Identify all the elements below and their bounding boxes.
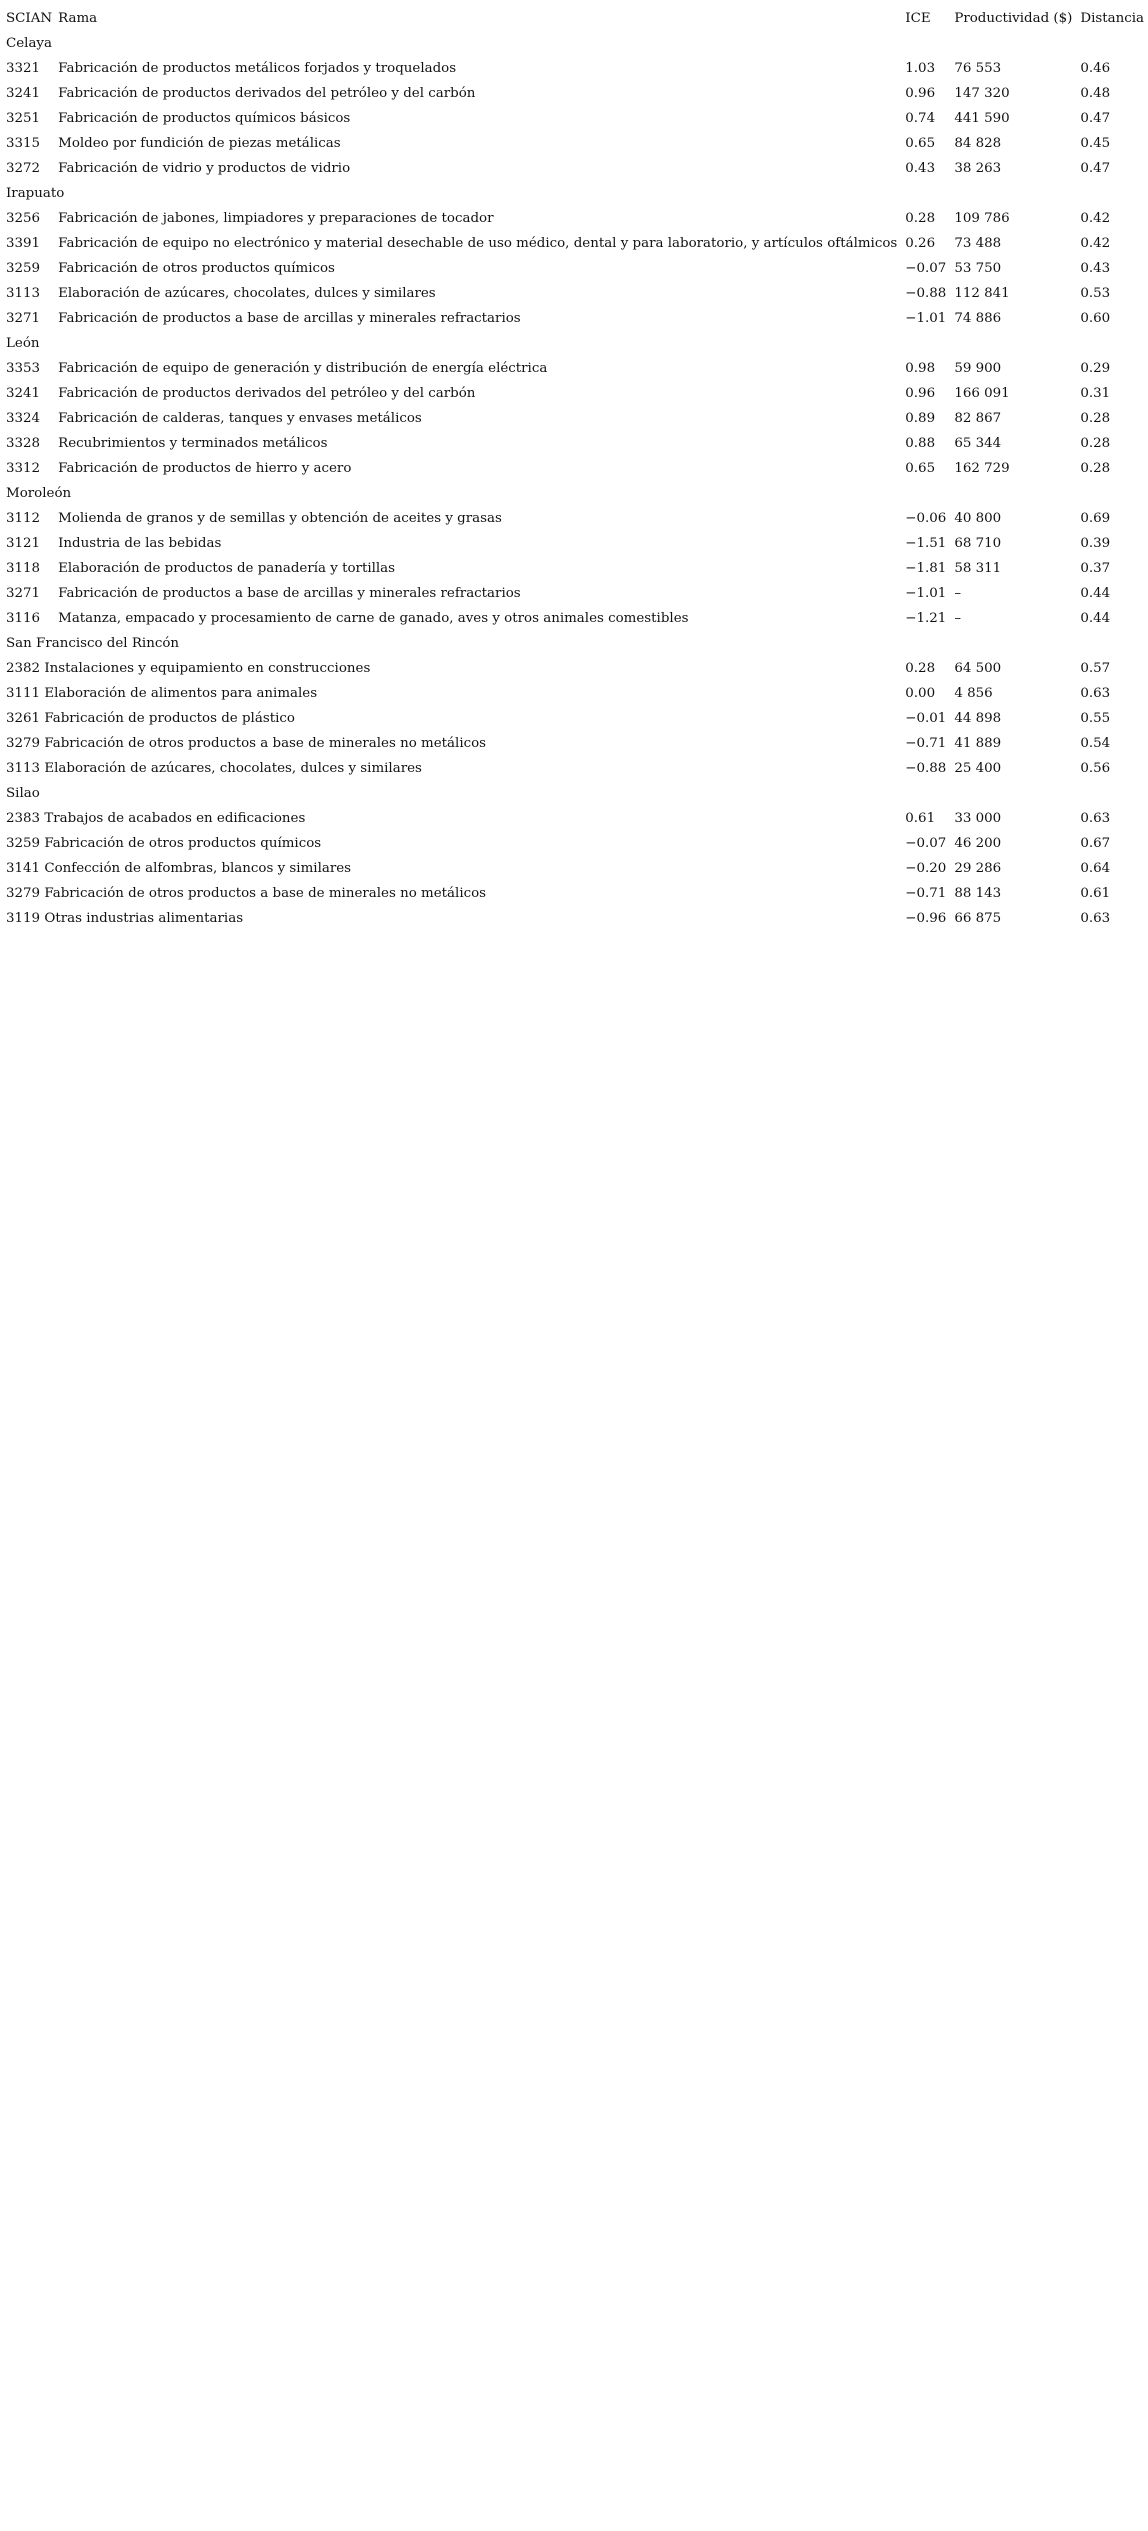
distancia-value: 0.42 — [1080, 211, 1111, 226]
scian-code: 3111 — [6, 686, 41, 701]
productividad-value: 25 400 — [954, 761, 1002, 776]
rama-label: Recubrimientos y terminados metálicos — [58, 436, 328, 451]
productividad-value: 109 786 — [954, 211, 1010, 226]
scian-code: 3391 — [6, 236, 41, 251]
rama-label: Instalaciones y equipamiento en construcciones — [44, 661, 371, 676]
table-row — [6, 856, 1144, 881]
scian-code: 3324 — [6, 411, 41, 426]
table-body — [6, 31, 1144, 931]
header-distancia: Distancia — [1080, 11, 1145, 26]
ice-value: −0.71 — [905, 886, 947, 901]
ice-value: −0.07 — [905, 836, 947, 851]
rama-label: Fabricación de productos químicos básicos — [58, 111, 351, 126]
table-row — [6, 656, 1144, 681]
scian-code: 3279 — [6, 736, 41, 751]
rama-label: Fabricación de productos metálicos forjados y troquelados — [58, 61, 457, 76]
table-row — [6, 306, 1144, 331]
scian-code: 3118 — [6, 561, 41, 576]
scian-code: 3271 — [6, 311, 41, 326]
distancia-value: 0.37 — [1080, 561, 1111, 576]
group-row — [6, 181, 1144, 206]
table-row — [6, 131, 1144, 156]
distancia-value: 0.28 — [1080, 461, 1111, 476]
table-row — [6, 881, 1144, 906]
scian-code: 3272 — [6, 161, 41, 176]
scian-code: 3279 — [6, 886, 41, 901]
group-row — [6, 331, 1144, 356]
distancia-value: 0.63 — [1080, 911, 1111, 926]
table-row — [6, 806, 1144, 831]
code-rama-cell — [6, 856, 905, 881]
productividad-value: 64 500 — [954, 661, 1002, 676]
table-row — [6, 906, 1144, 931]
ice-value: −1.21 — [905, 611, 947, 626]
table-row — [6, 731, 1144, 756]
group-row — [6, 31, 1144, 56]
rama-label: Fabricación de otros productos a base de minerales no metálicos — [44, 736, 487, 751]
distancia-value: 0.55 — [1080, 711, 1111, 726]
distancia-value: 0.28 — [1080, 411, 1111, 426]
group-row — [6, 781, 1144, 806]
distancia-value: 0.39 — [1080, 536, 1111, 551]
productividad-value: 68 710 — [954, 536, 1002, 551]
table-row — [6, 106, 1144, 131]
distancia-value: 0.47 — [1080, 161, 1111, 176]
productividad-value: 58 311 — [954, 561, 1002, 576]
rama-label: Fabricación de otros productos químicos — [44, 836, 322, 851]
distancia-value: 0.67 — [1080, 836, 1111, 851]
table-header-row — [6, 6, 1144, 31]
group-row — [6, 481, 1144, 506]
distancia-value: 0.44 — [1080, 586, 1111, 601]
group-label: Silao — [6, 786, 40, 801]
rama-label: Fabricación de otros productos químicos — [58, 261, 335, 276]
table-row — [6, 281, 1144, 306]
ice-value: −0.71 — [905, 736, 947, 751]
table-row — [6, 206, 1144, 231]
distancia-value: 0.46 — [1080, 61, 1111, 76]
scian-code: 3256 — [6, 211, 41, 226]
scian-code: 3241 — [6, 86, 41, 101]
scian-code: 3113 — [6, 761, 41, 776]
rama-label: Fabricación de productos de plástico — [44, 711, 295, 726]
code-rama-cell — [6, 731, 905, 756]
table-row — [6, 81, 1144, 106]
table-row — [6, 581, 1144, 606]
ice-value: 0.65 — [905, 461, 936, 476]
table-row — [6, 606, 1144, 631]
productividad-value: 162 729 — [954, 461, 1010, 476]
ice-value: −0.96 — [905, 911, 947, 926]
distancia-value: 0.64 — [1080, 861, 1111, 876]
rama-label: Fabricación de productos derivados del petróleo y del carbón — [58, 86, 476, 101]
productividad-value: 88 143 — [954, 886, 1002, 901]
distancia-value: 0.29 — [1080, 361, 1111, 376]
table-row — [6, 431, 1144, 456]
code-rama-cell — [6, 881, 905, 906]
productividad-value: 4 856 — [954, 686, 993, 701]
code-rama-cell — [6, 681, 905, 706]
rama-label: Confección de alfombras, blancos y similares — [44, 861, 352, 876]
ice-value: −1.01 — [905, 586, 947, 601]
rama-label: Fabricación de otros productos a base de minerales no metálicos — [44, 886, 487, 901]
rama-label: Fabricación de calderas, tanques y envases metálicos — [58, 411, 422, 426]
group-row — [6, 631, 1144, 656]
rama-label: Elaboración de azúcares, chocolates, dulces y similares — [58, 286, 436, 301]
table-row — [6, 381, 1144, 406]
code-rama-cell — [6, 706, 905, 731]
productividad-value: 40 800 — [954, 511, 1002, 526]
rama-label: Fabricación de productos a base de arcillas y minerales refractarios — [58, 586, 521, 601]
code-rama-cell — [6, 756, 905, 781]
document — [6, 6, 1144, 931]
scian-code: 3353 — [6, 361, 41, 376]
rama-label: Matanza, empacado y procesamiento de carne de ganado, aves y otros animales comestibles — [58, 611, 689, 626]
table-row — [6, 231, 1144, 256]
productividad-value: 74 886 — [954, 311, 1002, 326]
scian-code: 3112 — [6, 511, 41, 526]
productividad-value: 166 091 — [954, 386, 1010, 401]
scian-code: 3119 — [6, 911, 41, 926]
scian-code: 2382 — [6, 661, 41, 676]
ice-value: −0.06 — [905, 511, 947, 526]
productividad-value: 84 828 — [954, 136, 1002, 151]
productividad-value: 33 000 — [954, 811, 1002, 826]
rama-label: Fabricación de jabones, limpiadores y preparaciones de tocador — [58, 211, 494, 226]
ice-value: −0.88 — [905, 761, 947, 776]
header-ice: ICE — [905, 11, 931, 26]
table-row — [6, 56, 1144, 81]
table-row — [6, 831, 1144, 856]
code-rama-cell — [6, 906, 905, 931]
header-productividad: Productividad ($) — [954, 11, 1073, 26]
distancia-value: 0.31 — [1080, 386, 1111, 401]
productividad-value: 112 841 — [954, 286, 1010, 301]
ice-value: 0.26 — [905, 236, 936, 251]
ice-value: 0.65 — [905, 136, 936, 151]
productividad-value: 41 889 — [954, 736, 1002, 751]
distancia-value: 0.42 — [1080, 236, 1111, 251]
rama-label: Fabricación de vidrio y productos de vidrio — [58, 161, 351, 176]
distancia-value: 0.63 — [1080, 811, 1111, 826]
code-rama-cell — [6, 656, 905, 681]
productividad-value: 147 320 — [954, 86, 1010, 101]
distancia-value: 0.69 — [1080, 511, 1111, 526]
rama-label: Elaboración de azúcares, chocolates, dulces y similares — [44, 761, 422, 776]
productividad-value: 46 200 — [954, 836, 1002, 851]
ice-value: 0.61 — [905, 811, 936, 826]
productividad-value: 59 900 — [954, 361, 1002, 376]
ice-value: 0.43 — [905, 161, 936, 176]
code-rama-cell — [6, 831, 905, 856]
productividad-value: – — [954, 611, 962, 626]
header-rama: Rama — [58, 11, 98, 26]
rama-label: Fabricación de productos de hierro y acero — [58, 461, 352, 476]
rama-label: Fabricación de productos a base de arcillas y minerales refractarios — [58, 311, 521, 326]
scian-code: 3141 — [6, 861, 41, 876]
rama-label: Fabricación de equipo no electrónico y material desechable de uso médico, dental y para laboratorio, y artículos oftálmicos — [58, 236, 898, 251]
scian-code: 3312 — [6, 461, 41, 476]
table-row — [6, 506, 1144, 531]
ice-value: 0.88 — [905, 436, 936, 451]
productividad-value: 44 898 — [954, 711, 1002, 726]
table-row — [6, 256, 1144, 281]
distancia-value: 0.61 — [1080, 886, 1111, 901]
distancia-value: 0.57 — [1080, 661, 1111, 676]
productividad-value: 53 750 — [954, 261, 1002, 276]
productividad-value: 73 488 — [954, 236, 1002, 251]
rama-label: Trabajos de acabados en edificaciones — [44, 811, 306, 826]
ice-value: 0.89 — [905, 411, 936, 426]
ice-value: 0.74 — [905, 111, 936, 126]
scian-code: 3116 — [6, 611, 41, 626]
distancia-value: 0.45 — [1080, 136, 1111, 151]
productividad-value: – — [954, 586, 962, 601]
distancia-value: 0.54 — [1080, 736, 1111, 751]
group-label: León — [6, 336, 40, 351]
table-row — [6, 556, 1144, 581]
ice-value: 0.00 — [905, 686, 936, 701]
table-row — [6, 356, 1144, 381]
distancia-value: 0.56 — [1080, 761, 1111, 776]
group-label: Irapuato — [6, 186, 65, 201]
group-label: San Francisco del Rincón — [6, 636, 180, 651]
scian-code: 3251 — [6, 111, 41, 126]
distancia-value: 0.43 — [1080, 261, 1111, 276]
rama-label: Moldeo por fundición de piezas metálicas — [58, 136, 341, 151]
distancia-value: 0.60 — [1080, 311, 1111, 326]
scian-code: 3241 — [6, 386, 41, 401]
productividad-value: 76 553 — [954, 61, 1002, 76]
scian-code: 3259 — [6, 261, 41, 276]
ice-value: −1.81 — [905, 561, 947, 576]
rama-label: Fabricación de productos derivados del petróleo y del carbón — [58, 386, 476, 401]
distancia-value: 0.47 — [1080, 111, 1111, 126]
distancia-value: 0.44 — [1080, 611, 1111, 626]
distancia-value: 0.53 — [1080, 286, 1111, 301]
ice-value: 1.03 — [905, 61, 936, 76]
ice-value: −1.51 — [905, 536, 947, 551]
rama-label: Molienda de granos y de semillas y obtención de aceites y grasas — [58, 511, 502, 526]
productividad-value: 65 344 — [954, 436, 1002, 451]
code-rama-cell — [6, 806, 905, 831]
scian-code: 3271 — [6, 586, 41, 601]
ice-value: −1.01 — [905, 311, 947, 326]
scian-code: 3321 — [6, 61, 41, 76]
table-row — [6, 456, 1144, 481]
rama-label: Elaboración de alimentos para animales — [44, 686, 318, 701]
scian-code: 3328 — [6, 436, 41, 451]
rama-label: Industria de las bebidas — [58, 536, 222, 551]
table-row — [6, 156, 1144, 181]
rama-label: Fabricación de equipo de generación y distribución de energía eléctrica — [58, 361, 548, 376]
ice-value: −0.88 — [905, 286, 947, 301]
ice-value: −0.20 — [905, 861, 947, 876]
scian-code: 3259 — [6, 836, 41, 851]
ice-value: 0.98 — [905, 361, 936, 376]
productividad-value: 38 263 — [954, 161, 1002, 176]
table-row — [6, 531, 1144, 556]
distancia-value: 0.63 — [1080, 686, 1111, 701]
scian-code: 3121 — [6, 536, 41, 551]
productividad-value: 66 875 — [954, 911, 1002, 926]
scian-code: 3315 — [6, 136, 41, 151]
distancia-value: 0.28 — [1080, 436, 1111, 451]
rama-label: Elaboración de productos de panadería y tortillas — [58, 561, 396, 576]
scian-code: 3261 — [6, 711, 41, 726]
table-row — [6, 706, 1144, 731]
header-scian: SCIAN — [6, 11, 53, 26]
ice-value: 0.96 — [905, 86, 936, 101]
ice-value: 0.28 — [905, 211, 936, 226]
scian-code: 2383 — [6, 811, 41, 826]
scian-table — [6, 6, 1144, 931]
distancia-value: 0.48 — [1080, 86, 1111, 101]
table-row — [6, 681, 1144, 706]
ice-value: 0.28 — [905, 661, 936, 676]
ice-value: 0.96 — [905, 386, 936, 401]
group-label: Celaya — [6, 36, 52, 51]
table-row — [6, 756, 1144, 781]
productividad-value: 441 590 — [954, 111, 1010, 126]
productividad-value: 82 867 — [954, 411, 1002, 426]
rama-label: Otras industrias alimentarias — [44, 911, 244, 926]
ice-value: −0.01 — [905, 711, 947, 726]
group-label: Moroleón — [6, 486, 72, 501]
ice-value: −0.07 — [905, 261, 947, 276]
scian-code: 3113 — [6, 286, 41, 301]
table-row — [6, 406, 1144, 431]
productividad-value: 29 286 — [954, 861, 1002, 876]
